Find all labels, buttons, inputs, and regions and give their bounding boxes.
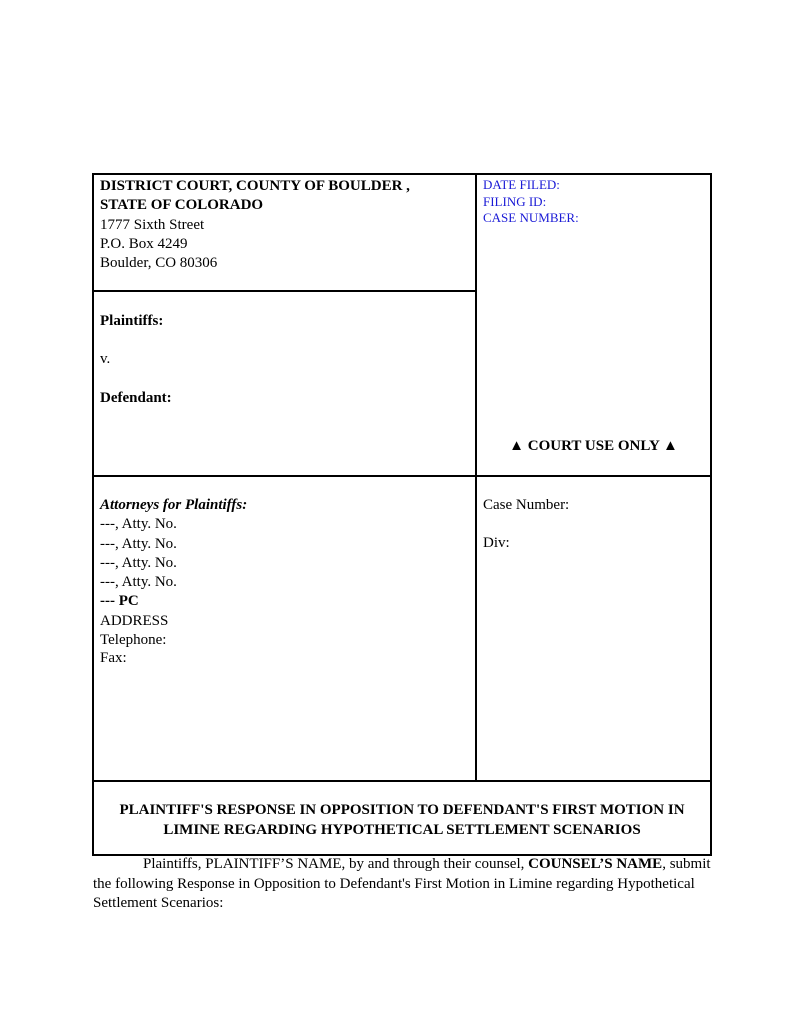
caption-table: [92, 173, 712, 856]
court-name: DISTRICT COURT, COUNTY OF BOULDER ,: [100, 178, 410, 194]
defendant-label: Defendant:: [100, 389, 172, 406]
parties-attorneys-divider: [94, 475, 710, 477]
case-info-cell: [483, 496, 703, 554]
division-label: Div:: [483, 535, 510, 552]
opening-paragraph: [93, 855, 713, 914]
counsel-name: COUNSEL’S NAME: [528, 856, 663, 872]
document-title-line2: LIMINE REGARDING HYPOTHETICAL SETTLEMENT SCENARIOS: [163, 821, 641, 838]
attorney-line: ---, Atty. No.: [100, 554, 177, 571]
attorneys-heading: Attorneys for Plaintiffs:: [100, 497, 248, 513]
attorneys-cell: [100, 496, 470, 667]
paragraph-rest: , submit the following Response in Opposition to Defendant's First Motion in Limine regarding Hypothetical Settlement Scenarios:: [93, 856, 711, 911]
attorneys-title-divider: [94, 780, 710, 782]
case-number-label: CASE NUMBER:: [483, 210, 579, 225]
court-state: STATE OF COLORADO: [100, 197, 264, 214]
court-use-only-label: ▲ COURT USE ONLY ▲: [509, 438, 678, 454]
parties-cell: [100, 312, 470, 408]
court-address-city: Boulder, CO 80306: [100, 255, 218, 272]
document-title: [94, 801, 710, 840]
court-address-street: 1777 Sixth Street: [100, 216, 205, 233]
court-parties-divider: [94, 290, 476, 292]
date-filed-label: DATE FILED:: [483, 177, 560, 192]
attorney-line: ---, Atty. No.: [100, 574, 177, 591]
court-address-pobox: P.O. Box 4249: [100, 235, 188, 252]
filing-id-label: FILING ID:: [483, 193, 547, 209]
paragraph-intro: Plaintiffs, PLAINTIFF’S NAME, by and through their counsel,: [143, 856, 529, 872]
attorney-line: ---, Atty. No.: [100, 535, 177, 552]
plaintiffs-label: Plaintiffs:: [100, 313, 164, 329]
document-title-line1: PLAINTIFF'S RESPONSE IN OPPOSITION TO DEFENDANT'S FIRST MOTION IN: [119, 802, 685, 818]
fax-label: Fax:: [100, 650, 127, 667]
firm-address: ADDRESS: [100, 612, 169, 629]
court-info-cell: [100, 177, 470, 273]
filing-info-cell: [483, 177, 703, 227]
versus-label: v.: [100, 351, 111, 368]
telephone-label: Telephone:: [100, 632, 167, 649]
caption-column-divider: [475, 175, 477, 781]
firm-name: --- PC: [100, 593, 139, 610]
attorney-line: ---, Atty. No.: [100, 516, 177, 533]
case-number-field-label: Case Number:: [483, 497, 570, 513]
